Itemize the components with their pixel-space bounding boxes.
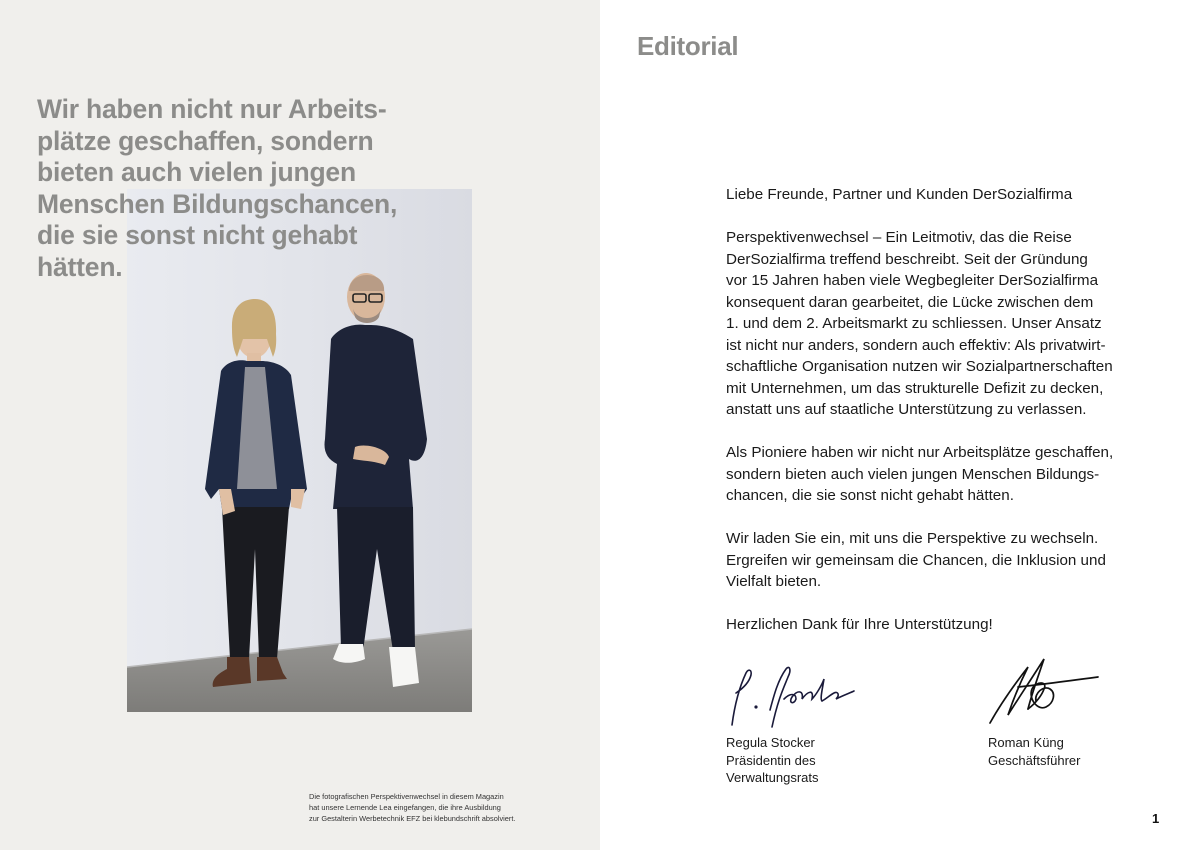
paragraph-line: konsequent daran gearbeitet, die Lücke zwischen dem	[726, 293, 1094, 311]
paragraph-line: anstatt uns auf staatliche Unterstützung zu verlassen.	[726, 401, 1087, 418]
paragraph-line: mit Unternehmen, um das strukturelle Defizit zu decken,	[726, 379, 1104, 397]
paragraph-line: schaftliche Organisation nutzen wir Sozialpartnerschaften	[726, 358, 1113, 375]
signer-regula-stocker	[726, 734, 819, 787]
paragraph-line: vor 15 Jahren haben viele Wegbegleiter DerSozialfirma	[726, 272, 1099, 289]
signature-regula-stocker	[726, 655, 856, 730]
paragraph-2	[726, 442, 1166, 507]
page-number: 1	[1152, 811, 1160, 826]
pull-quote-line: bieten auch vielen jungen	[37, 157, 356, 187]
signer-name: Regula Stocker	[726, 735, 815, 750]
paragraph-line: Perspektivenwechsel – Ein Leitmotiv, das die Reise	[726, 229, 1072, 246]
signer-role: Geschäftsführer	[988, 752, 1081, 768]
greeting	[726, 184, 1166, 206]
paragraph-line: Wir laden Sie ein, mit uns die Perspektive zu wechseln.	[726, 530, 1099, 547]
pull-quote	[37, 94, 437, 283]
paragraph-line: Ergreifen wir gemeinsam die Chancen, die Inklusion und	[726, 551, 1106, 569]
pull-quote-line: die sie sonst nicht gehabt	[37, 220, 358, 250]
page-title: Editorial	[637, 31, 739, 61]
caption-line: Die fotografischen Perspektivenwechsel in diesem Magazin	[309, 792, 504, 801]
pull-quote-line: plätze geschaffen, sondern	[37, 125, 374, 156]
signer-roman-kueng	[988, 734, 1081, 769]
closing	[726, 614, 1166, 636]
paragraph-line: sondern bieten auch vielen jungen Menschen Bildungs-	[726, 465, 1100, 483]
pull-quote-line: hätten.	[37, 251, 123, 282]
closing-text: Herzlichen Dank für Ihre Unterstützung!	[726, 616, 993, 633]
editorial-letter	[726, 184, 1166, 657]
paragraph-line: Als Pioniere haben wir nicht nur Arbeitsplätze geschaffen,	[726, 444, 1114, 461]
signature-roman-kueng	[988, 655, 1118, 730]
signer-name: Roman Küng	[988, 735, 1064, 750]
caption-line: zur Gestalterin Werbetechnik EFZ bei klebundschrift absolviert.	[309, 814, 516, 823]
paragraph-line: DerSozialfirma treffend beschreibt. Seit der Gründung	[726, 250, 1088, 268]
paragraph-1	[726, 227, 1166, 421]
signer-role: Verwaltungsrats	[726, 770, 819, 785]
pull-quote-line: Wir haben nicht nur Arbeits-	[37, 94, 387, 124]
paragraph-3	[726, 528, 1166, 593]
pull-quote-line: Menschen Bildungschancen,	[37, 188, 398, 219]
paragraph-line: chancen, die sie sonst nicht gehabt hätten.	[726, 487, 1014, 504]
paragraph-line: ist nicht nur anders, sondern auch effektiv: Als privatwirt-	[726, 336, 1106, 354]
right-page	[600, 0, 1200, 850]
signer-role: Präsidentin des	[726, 752, 816, 768]
caption-line: hat unsere Lernende Lea eingefangen, die ihre Ausbildung	[309, 803, 501, 812]
photo-caption	[309, 791, 569, 824]
paragraph-line: 1. und dem 2. Arbeitsmarkt zu schliessen. Unser Ansatz	[726, 315, 1102, 332]
paragraph-line: Vielfalt bieten.	[726, 573, 822, 590]
greeting-text: Liebe Freunde, Partner und Kunden DerSozialfirma	[726, 186, 1073, 203]
